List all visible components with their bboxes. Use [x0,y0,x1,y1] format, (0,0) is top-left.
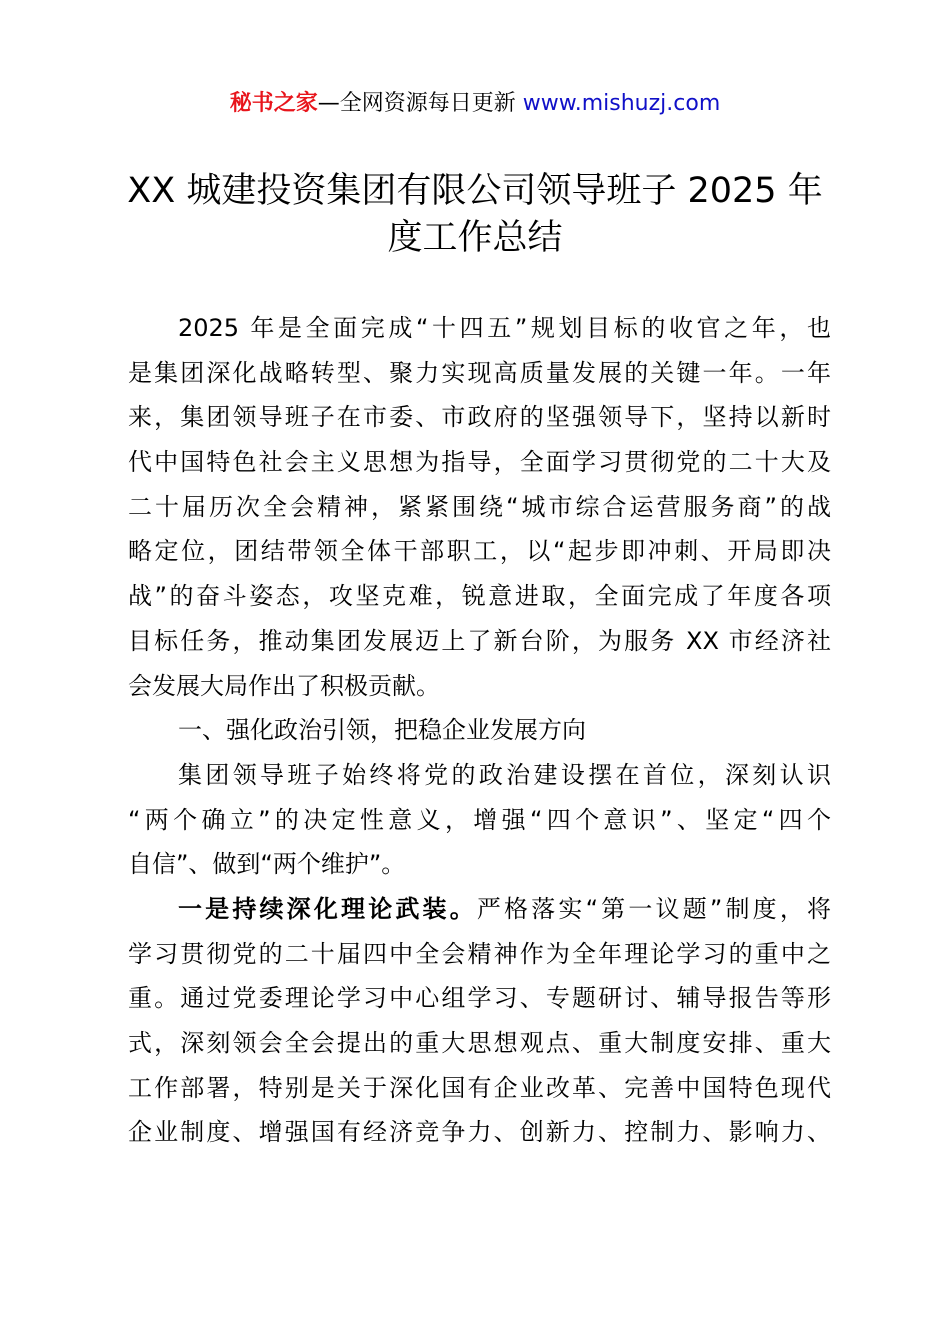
brand-name: 秘书之家 [229,91,318,116]
text-line [128,306,831,351]
line-text: 企业制度、增强国有经济竞争力、创新力、控制力、影响力、 [128,1118,831,1147]
text-line [128,1066,831,1111]
title-line: 度工作总结 [387,218,563,258]
line-text: 一、强化政治引领，把稳企业发展方向 [178,716,586,745]
text-line [128,708,831,753]
document-body [128,306,831,1155]
site-banner [0,88,950,120]
text-line [128,798,831,843]
text-line [128,529,831,574]
line-text: 略定位，团结带领全体干部职工，以“起步即冲刺、开局即决 [128,537,831,566]
title-line: XX 城建投资集团有限公司领导班子 2025 年 [127,171,823,211]
text-line [128,1021,831,1066]
line-text: 会发展大局作出了积极贡献。 [128,671,440,700]
text-line [128,664,831,709]
banner-tagline: —全网资源每日更新 [317,91,523,116]
text-line [128,351,831,396]
bold-lead: 一是持续深化理论武装。 [178,894,477,923]
text-line [128,440,831,485]
line-text: 是集团深化战略转型、聚力实现高质量发展的关键一年。一年 [128,358,831,387]
text-line [128,574,831,619]
text-line [128,1110,831,1155]
line-text: 严格落实“第一议题”制度，将 [476,894,831,923]
text-line [128,842,831,887]
text-line [128,753,831,798]
line-text: 战”的奋斗姿态，攻坚克难，锐意进取，全面完成了年度各项 [128,582,831,611]
text-line [128,619,831,664]
line-text: 工作部署，特别是关于深化国有企业改革、完善中国特色现代 [128,1073,831,1102]
document-title [120,168,830,262]
line-text: 二十届历次全会精神，紧紧围绕“城市综合运营服务商”的战 [128,492,831,521]
site-url-link[interactable]: www.mishuzj.com [522,91,721,116]
line-text: 2025 年是全面完成“十四五”规划目标的收官之年，也 [178,314,831,342]
text-line [128,932,831,977]
text-line [128,485,831,530]
text-line [128,976,831,1021]
line-text: 式，深刻领会全会提出的重大思想观点、重大制度安排、重大 [128,1029,831,1057]
line-text: “两个确立”的决定性意义，增强“四个意识”、坚定“四个 [128,805,831,834]
line-text: 自信”、做到“两个维护”。 [128,850,406,879]
line-text: 学习贯彻党的二十届四中全会精神作为全年理论学习的重中之 [128,939,831,968]
line-text: 目标任务，推动集团发展迈上了新台阶，为服务 XX 市经济社 [128,626,831,655]
line-text: 代中国特色社会主义思想为指导，全面学习贯彻党的二十大及 [128,448,831,477]
line-text: 重。通过党委理论学习中心组学习、专题研讨、辅导报告等形 [128,984,831,1013]
text-line [128,395,831,440]
line-text: 集团领导班子始终将党的政治建设摆在首位，深刻认识 [178,760,831,789]
text-line [128,887,831,932]
line-text: 来，集团领导班子在市委、市政府的坚强领导下，坚持以新时 [128,403,831,432]
